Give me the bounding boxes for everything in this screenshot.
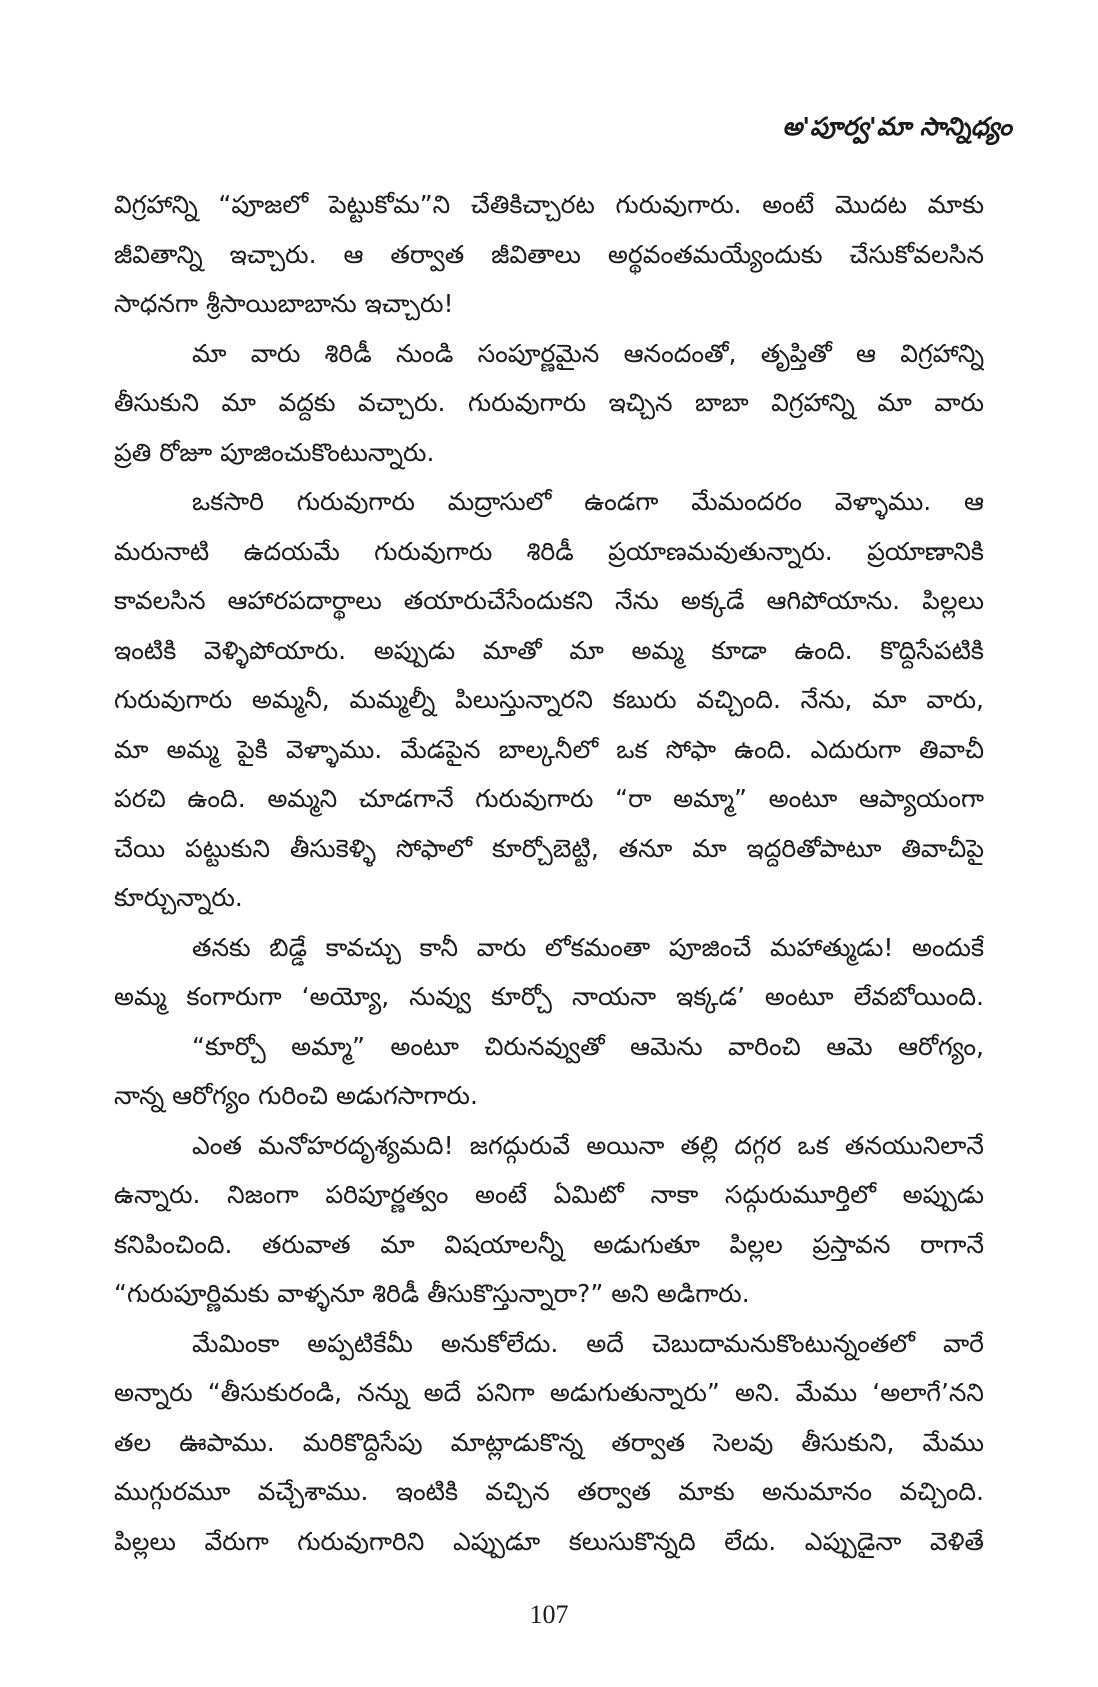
text-line: విగ్రహాన్ని “పూజలో పెట్టుకోమ”ని చేతికిచ్చారట గురువుగారు. అంటే మొదట మాకు	[114, 190, 984, 219]
text-line: జీవితాన్ని ఇచ్చారు. ఆ తర్వాత జీవితాలు అర్థవంతమయ్యేందుకు చేసుకోవలసిన	[114, 239, 984, 269]
text-line: మేమింకా అప్పటికేమీ అనుకోలేదు. అదే చెబుదామనుకొంటున్నంతలో వారే	[192, 1328, 984, 1358]
text-line: ప్రతి రోజూ పూజించుకొంటున్నారు.	[114, 437, 435, 467]
text-line: తీసుకుని మా వద్దకు వచ్చారు. గురువుగారు ఇచ్చిన బాబా విగ్రహాన్ని మా వారు	[114, 388, 984, 417]
text-line: “కూర్చో అమ్మా” అంటూ చిరునవ్వుతో ఆమెను వారించి ఆమె ఆరోగ్యం,	[192, 1031, 984, 1061]
text-line: మా వారు శిరిడీ నుండి సంపూర్ణమైన ఆనందంతో, తృప్తితో ఆ విగ్రహాన్ని	[192, 338, 984, 368]
text-line: ఉన్నారు. నిజంగా పరిపూర్ణత్వం అంటే ఏమిటో నాకా సద్గురుమూర్తిలో అప్పుడు	[114, 1180, 984, 1209]
text-line: తల ఊపాము. మరికొద్దిసేపు మాట్లాడుకొన్న తర్వాత సెలవు తీసుకుని, మేము	[114, 1427, 984, 1457]
text-line: పిల్లలు వేరుగా గురువుగారిని ఎప్పుడూ కలుసుకొన్నది లేదు. ఎప్పుడైనా వెళితే	[114, 1526, 984, 1556]
text-line: సాధనగా శ్రీసాయిబాబాను ఇచ్చారు!	[114, 289, 454, 318]
text-line: మరునాటి ఉదయమే గురువుగారు శిరిడీ ప్రయాణమవుతున్నారు. ప్రయాణానికి	[114, 536, 984, 566]
text-line: నాన్న ఆరోగ్యం గురించి అడుగసాగారు.	[114, 1081, 478, 1110]
text-line: తనకు బిడ్డే కావచ్చు కానీ వారు లోకమంతా పూజించే మహాత్ముడు! అందుకే	[192, 932, 984, 962]
text-line: ఒకసారి గురువుగారు మద్రాసులో ఉండగా మేమందరం వెళ్ళాము. ఆ	[192, 487, 984, 516]
text-line: పరచి ఉంది. అమ్మని చూడగానే గురువుగారు “రా అమ్మా” అంటూ ఆప్యాయంగా	[114, 784, 984, 813]
text-line: “గురుపూర్ణిమకు వాళ్ళనూ శిరిడీ తీసుకొస్తున్నారా?” అని అడిగారు.	[114, 1279, 750, 1308]
page-number: 107	[529, 1600, 569, 1629]
text-line: ముగ్గురమూ వచ్చేశాము. ఇంటికి వచ్చిన తర్వాత మాకు అనుమానం వచ్చింది.	[114, 1477, 984, 1506]
body-text	[114, 180, 984, 1566]
text-line: ఎంత మనోహరదృశ్యమది! జగద్గురువే అయినా తల్లి దగ్గర ఒక తనయునిలానే	[192, 1130, 984, 1160]
running-header: అ'పూర్వ'మా సాన్నిధ్యం	[782, 112, 1012, 141]
text-line: అన్నారు “తీసుకురండి, నన్ను అదే పనిగా అడుగుతున్నారు” అని. మేము ‘అలాగే’నని	[114, 1378, 984, 1407]
text-line: కనిపించింది. తరువాత మా విషయాలన్నీ అడుగుతూ పిల్లల ప్రస్తావన రాగానే	[114, 1229, 984, 1259]
text-line: గురువుగారు అమ్మనీ, మమ్మల్నీ పిలుస్తున్నారని కబురు వచ్చింది. నేను, మా వారు,	[114, 685, 984, 714]
text-line: అమ్మ కంగారుగా ‘అయ్యో, నువ్వు కూర్చో నాయనా ఇక్కడ’ అంటూ లేవబోయింది.	[114, 982, 984, 1011]
text-line: మా అమ్మ పైకి వెళ్ళాము. మేడపైన బాల్కనీలో ఒక సోఫా ఉంది. ఎదురుగా తివాచీ	[114, 734, 984, 764]
text-line: కూర్చున్నారు.	[114, 883, 243, 912]
text-line: ఇంటికి వెళ్ళిపోయారు. అప్పుడు మాతో మా అమ్మ కూడా ఉంది. కొద్దిసేపటికి	[114, 635, 984, 665]
text-line: చేయి పట్టుకుని తీసుకెళ్ళి సోఫాలో కూర్చోబెట్టి, తనూ మా ఇద్దరితోపాటూ తివాచీపై	[114, 833, 984, 863]
text-line: కావలసిన ఆహారపదార్థాలు తయారుచేసేందుకని నేను అక్కడే ఆగిపోయాను. పిల్లలు	[114, 586, 984, 615]
